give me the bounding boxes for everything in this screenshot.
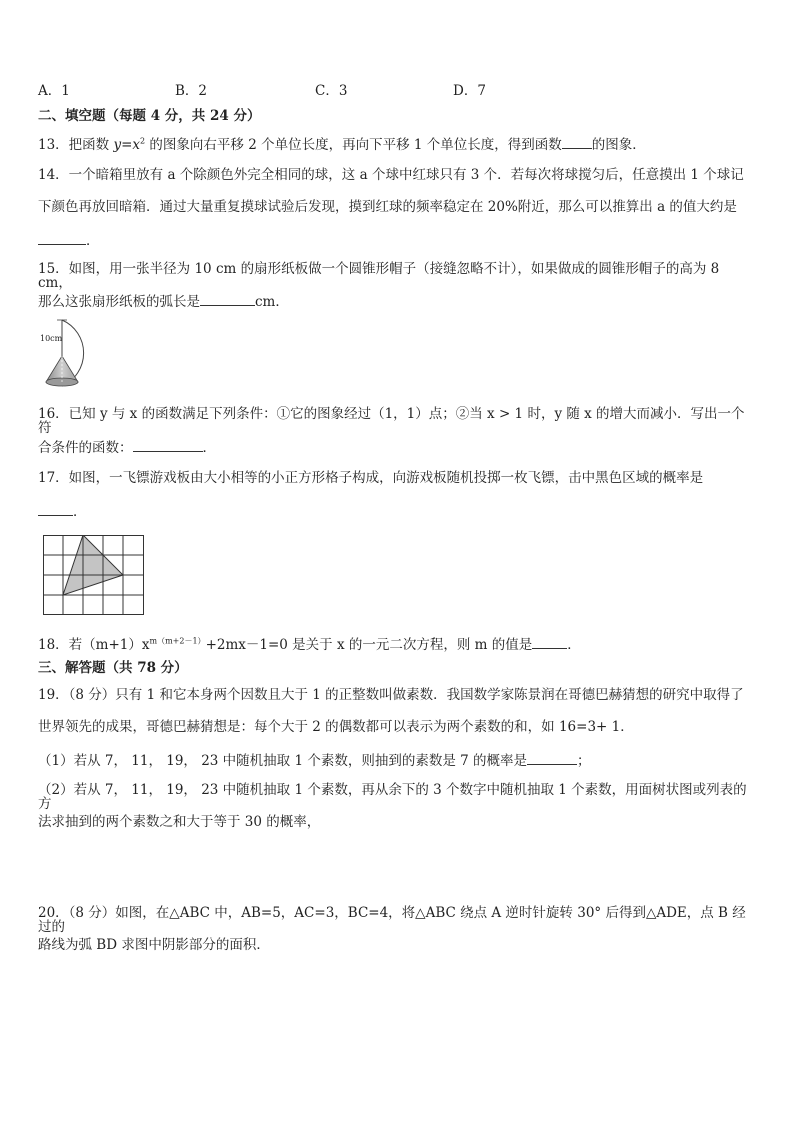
q18-exponent: m（m+2－1） — [149, 636, 206, 646]
q13-answer-blank — [562, 137, 592, 149]
q13-exponent: 2 — [140, 136, 146, 146]
q17-answer-blank — [38, 504, 73, 516]
question-15-line-1: 15．如图，用一张半径为 10 cm 的扇形纸板做一个圆锥形帽子（接缝忽略不计），如果做成的圆锥形帽子的高为 8 cm， — [38, 261, 720, 291]
q14-end: ． — [86, 233, 100, 249]
q13-text-1: 13．把函数 — [38, 137, 114, 153]
q13-text-2: 的图象向右平移 2 个单位长度，再向下平移 1 个单位长度，得到函数 — [145, 137, 562, 153]
question-20-line-2: 路线为弧 BD 求图中阴影部分的面积． — [38, 937, 270, 953]
choice-c: C．3 — [315, 83, 348, 99]
question-19-line-1: 19．（8 分）只有 1 和它本身两个因数且大于 1 的正整数叫做素数．我国数学家陈景润在哥德巴赫猜想的研究中取得了 — [38, 687, 744, 703]
q13-text-3: 的图象． — [591, 137, 646, 153]
choice-d: D．7 — [453, 83, 486, 99]
question-18 — [38, 637, 754, 653]
choice-a: A．1 — [38, 83, 70, 99]
cone-sector-figure — [36, 316, 108, 394]
question-16-line-2 — [38, 440, 754, 456]
q17-end: ． — [73, 504, 87, 520]
q15-unit: cm． — [255, 294, 289, 310]
q15-text: 那么这张扇形纸板的弧长是 — [38, 294, 200, 310]
q16-answer-blank — [133, 440, 203, 452]
q19-answer-blank — [527, 753, 577, 765]
q18-answer-blank — [532, 637, 567, 649]
question-17-line-1: 17．如图，一飞镖游戏板由大小相等的小正方形格子构成，向游戏板随机投掷一枚飞镖，击中黑色区域的概率是 — [38, 470, 704, 486]
choice-b: B．2 — [175, 83, 208, 99]
choices-row — [38, 85, 754, 101]
question-14-line-3 — [38, 233, 754, 249]
q16-end: ． — [202, 440, 216, 456]
q18-text-1: 18．若（m+1）x — [38, 637, 150, 653]
question-20-line-1: 20．（8 分）如图，在△ABC 中，AB=5，AC=3，BC=4，将△ABC 绕点 A 逆时针旋转 30° 后得到△ADE，点 B 经过的 — [38, 905, 746, 935]
question-19-part-2-line-1: （2）若从 7， 11， 19， 23 中随机抽取 1 个素数，再从余下的 3 个数字中随机抽取 1 个素数，用面树状图或列表的方 — [38, 782, 747, 812]
dart-board-grid — [43, 535, 145, 615]
question-19-part-2-line-2: 法求抽到的两个素数之和大于等于 30 的概率， — [38, 814, 321, 830]
question-17-line-2 — [38, 504, 754, 520]
section-3-title: 三、解答题（共 78 分） — [38, 660, 188, 676]
q14-answer-blank — [38, 233, 86, 245]
question-19-line-2: 世界领先的成果，哥德巴赫猜想是：每个大于 2 的偶数都可以表示为两个素数的和，如 16=3+ 1． — [38, 719, 634, 735]
question-14-line-2: 下颜色再放回暗箱．通过大量重复摸球试验后发现，摸到红球的频率稳定在 20%附近，那么可以推算出 a 的值大约是 — [38, 199, 737, 215]
question-19-part-1 — [38, 753, 754, 769]
question-16-line-1: 16．已知 y 与 x 的函数满足下列条件：①它的图象经过（1，1）点；②当 x > 1 时，y 随 x 的增大而减小．写出一个符 — [38, 406, 745, 436]
q19-part-1-end: ； — [577, 753, 591, 769]
q18-end: ． — [567, 637, 581, 653]
q13-function: y=x — [113, 137, 141, 153]
q18-text-2: +2mx－1=0 是关于 x 的一元二次方程，则 m 的值是 — [205, 637, 533, 653]
question-14-line-1: 14．一个暗箱里放有 a 个除颜色外完全相同的球，这 a 个球中红球只有 3 个．若每次将球搅匀后，任意摸出 1 个球记 — [38, 167, 744, 183]
question-15-line-2 — [38, 294, 754, 310]
q16-text: 合条件的函数： — [38, 440, 133, 456]
fig-radius-label: 10cm — [40, 334, 63, 343]
question-13 — [38, 137, 754, 153]
q19-part-1-text: （1）若从 7， 11， 19， 23 中随机抽取 1 个素数，则抽到的素数是 7 的概率是 — [38, 753, 528, 769]
q15-answer-blank — [200, 294, 255, 306]
section-2-title: 二、填空题（每题 4 分，共 24 分） — [38, 108, 261, 124]
